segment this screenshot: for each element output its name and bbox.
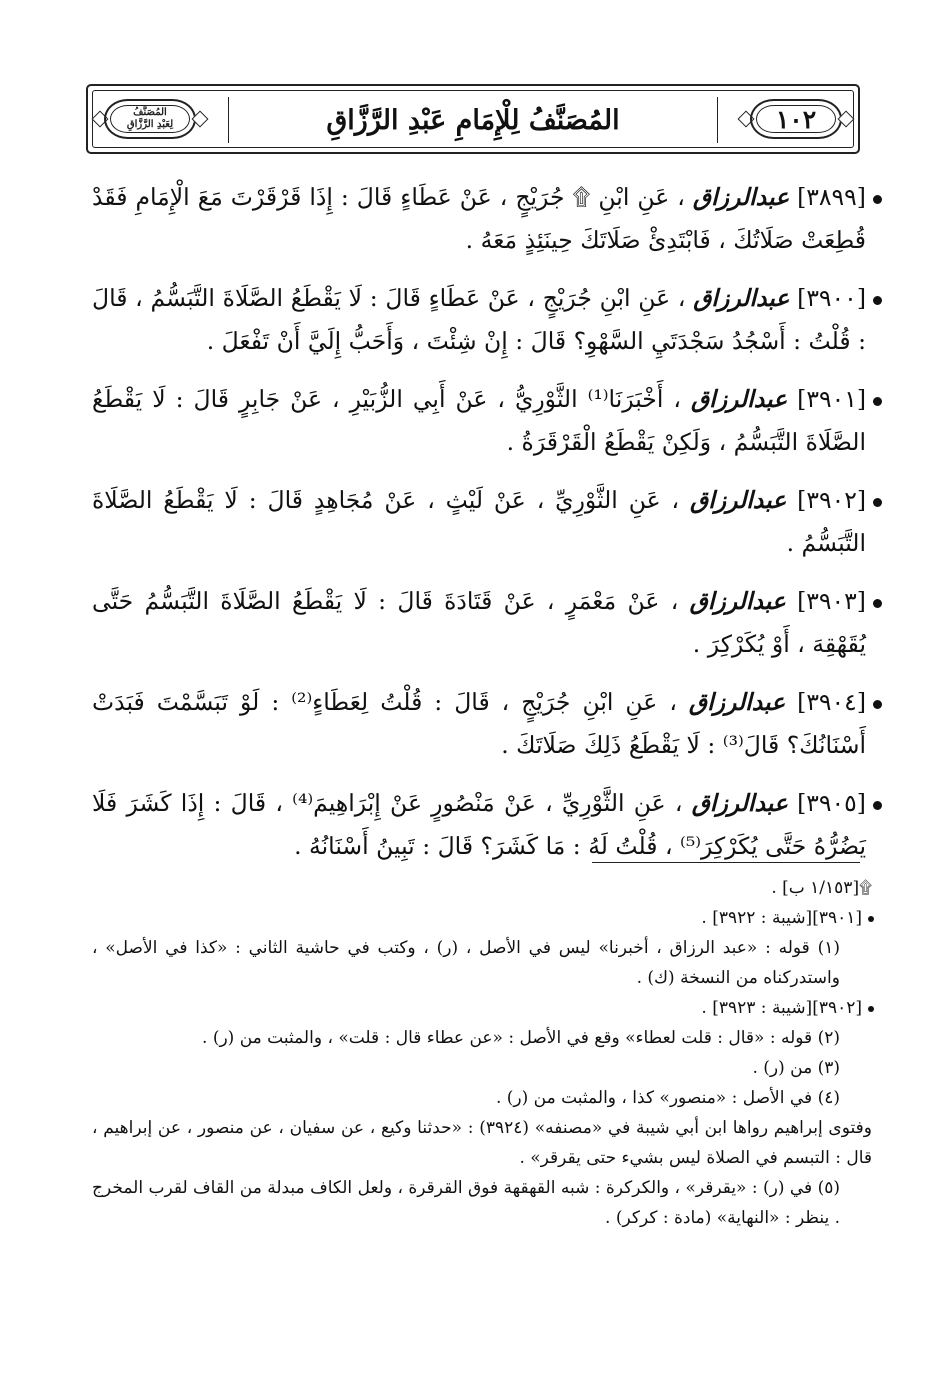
- entry-text: ، عَنِ ابْنِ جُرَيْجٍ ، قَالَ : قُلْتُ لِعَطَاءٍ⁽²⁾ : لَوْ تَبَسَّمْتَ فَبَدَتْ أَسْنَانُكَ؟ قَالَ⁽³⁾ : لَا يَقْطَعُ ذَلِكَ صَلَاتَكَ .: [92, 688, 866, 759]
- bullet-icon: [873, 195, 882, 204]
- entry-author: عبدالرزاق: [690, 385, 788, 413]
- entry-number: [٣٩٠٠]: [797, 284, 866, 312]
- bullet-icon: [873, 498, 882, 507]
- page-number-cartouche: [740, 92, 852, 146]
- footnote: (٢) قوله : «قال : قلت لعطاء» وقع في الأصل : «عن عطاء قال : قلت» ، والمثبت من (ر) .: [202, 1028, 840, 1048]
- hadith-entry: [92, 681, 880, 767]
- footnote-reference: [92, 903, 872, 933]
- bullet-icon: [873, 801, 882, 810]
- entry-text: ، عَنِ الثَّوْرِيِّ ، عَنْ مَنْصُورٍ عَنْ إِبْرَاهِيمَ⁽⁴⁾ ، قَالَ : إِذَا كَشَرَ فَلَا يَضُرُّهُ حَتَّى يُكَرْكِرَ⁽⁵⁾ ، قُلْتُ لَهُ : مَا كَشَرَ؟ قَالَ : تَبِينُ أَسْنَانُهُ .: [92, 789, 866, 860]
- emblem-cartouche: [94, 92, 206, 146]
- entry-number: [٣٩٠٣]: [797, 587, 866, 615]
- bullet-icon: [868, 916, 874, 922]
- hadith-entry: [92, 378, 880, 464]
- hadith-entry: [92, 782, 880, 868]
- footnote-reference: [92, 993, 872, 1023]
- entry-author: عبدالرزاق: [693, 284, 790, 312]
- entry-number: [٣٩٠٥]: [797, 789, 866, 817]
- footnote: (٤) في الأصل : «منصور» كذا ، والمثبت من (ر) .: [495, 1088, 840, 1108]
- page-number: ١٠٢: [775, 104, 817, 134]
- bullet-icon: [873, 296, 882, 305]
- footnote-continuation: وفتوى إبراهيم رواها ابن أبي شيبة في «مصنفه» (٣٩٢٤) : «حدثنا وكيع ، عن سفيان ، عن منصور ، عن إبراهيم ، قال : التبسم في الصلاة ليس بشيء حتى يقرقر» .: [92, 1118, 872, 1168]
- footnote-marker-note: ۩[١/١٥٣ ب] .: [771, 878, 872, 898]
- entry-text: ، عَنِ ابْنِ ۩ جُرَيْجٍ ، عَنْ عَطَاءٍ قَالَ : إِذَا قَرْقَرْتَ مَعَ الْإِمَامِ فَقَدْ قُطِعَتْ صَلَاتُكَ ، فَابْتَدِئْ صَلَاتَكَ حِينَئِذٍ مَعَهُ .: [92, 183, 866, 254]
- entry-text: ، عَنِ ابْنِ جُرَيْجٍ ، عَنْ عَطَاءٍ قَالَ : لَا يَقْطَعُ الصَّلَاةَ التَّبَسُّمُ ، قَالَ : قُلْتُ : أَسْجُدُ سَجْدَتَيِ السَّهْوِ؟ قَالَ : إِنْ شِئْتَ ، وَأَحَبُّ إِلَيَّ أَنْ تَفْعَلَ .: [92, 284, 866, 355]
- footnote-text: [٣٩٠٢][شيبة : ٣٩٢٣] .: [701, 998, 862, 1018]
- entry-author: عبدالرزاق: [691, 789, 788, 817]
- footnote: (٣) من (ر) .: [752, 1058, 840, 1078]
- footnotes: [92, 873, 872, 1233]
- main-text: [92, 176, 880, 883]
- entry-text: ، عَنْ مَعْمَرٍ ، عَنْ قَتَادَةَ قَالَ : لَا يَقْطَعُ الصَّلَاةَ التَّبَسُّمُ حَتَّى يُقَهْقِهَ ، أَوْ يُكَرْكِرَ .: [92, 587, 866, 658]
- emblem-line: لِعَبْدِ الرَّزَّاقِ: [126, 119, 174, 130]
- footnote: (١) قوله : «عبد الرزاق ، أخبرنا» ليس في الأصل ، (ر) ، وكتب في حاشية الثاني : «كذا في الأصل» ، واستدركناه من النسخة (ك) .: [92, 938, 840, 988]
- page-header: [86, 84, 860, 154]
- bullet-icon: [873, 397, 882, 406]
- bullet-icon: [868, 1006, 874, 1012]
- entry-text: ، عَنِ الثَّوْرِيِّ ، عَنْ لَيْثٍ ، عَنْ مُجَاهِدٍ قَالَ : لَا يَقْطَعُ الصَّلَاةَ التَّبَسُّمُ .: [92, 486, 866, 557]
- hadith-entry: [92, 580, 880, 666]
- entry-text: ، أَخْبَرَنَا⁽¹⁾ الثَّوْرِيُّ ، عَنْ أَبِي الزُّبَيْرِ ، عَنْ جَابِرٍ قَالَ : لَا يَقْطَعُ الصَّلَاةَ التَّبَسُّمُ ، وَلَكِنْ يَقْطَعُ الْقَرْقَرَةُ .: [92, 385, 866, 456]
- entry-number: [٣٩٠١]: [797, 385, 866, 413]
- entry-number: [٣٩٠٢]: [797, 486, 866, 514]
- footnote-text: [٣٩٠١][شيبة : ٣٩٢٢] .: [701, 908, 862, 928]
- footnote: (٥) في (ر) : «يقرقر» ، والكركرة : شبه القهقهة فوق القرقرة ، ولعل الكاف مبدلة من القاف لقرب المخرج . ينظر : «النهاية» (مادة : كركر) .: [92, 1178, 840, 1228]
- book-title: المُصَنَّفُ لِلْإِمَامِ عَبْدِ الرَّزَّاقِ: [228, 100, 718, 140]
- entry-author: عبدالرزاق: [688, 688, 786, 716]
- emblem-line: المُصَنَّفُ: [133, 107, 167, 118]
- hadith-entry: [92, 176, 880, 262]
- entry-author: عبدالرزاق: [689, 587, 786, 615]
- entry-number: [٣٩٠٤]: [797, 688, 866, 716]
- hadith-entry: [92, 277, 880, 363]
- entry-author: عبدالرزاق: [692, 183, 790, 211]
- book-emblem: [127, 107, 173, 131]
- bullet-icon: [873, 599, 882, 608]
- entry-author: عبدالرزاق: [690, 486, 787, 514]
- bullet-icon: [873, 700, 882, 709]
- hadith-entry: [92, 479, 880, 565]
- entry-number: [٣٨٩٩]: [797, 183, 866, 211]
- footnote-separator: [592, 862, 860, 863]
